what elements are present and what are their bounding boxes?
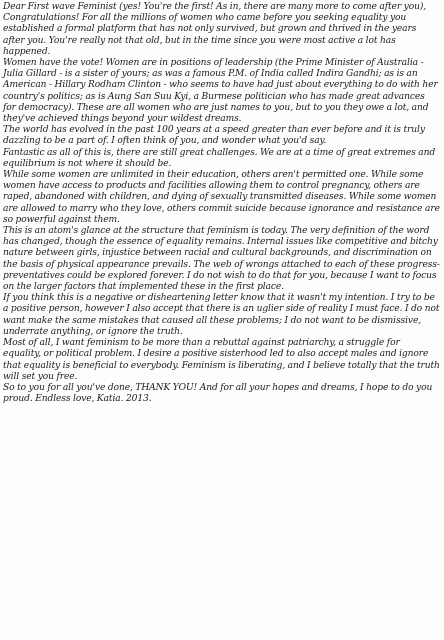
- letter-paragraph: Women have the vote! Women are in positions of leadership (the Prime Minister of Australia - Julia Gillard - is a sister of yours; as was a famous P.M. of India called Indira Gandhi; as is an American - Hillary Rodham Clinton - who seems to have had just about everything to do with her country's politics; as is Aung San Suu Kyi, a Burmese politician who has made great advances for democracy). These are all women who are just names to you, but to you they owe a lot, and they've achieved things beyond your wildest dreams.: [3, 58, 438, 125]
- letter-paragraph: If you think this is a negative or disheartening letter know that it wasn't my intention. I try to be a positive person, however I also accept that there is an uglier side of reality I must face. I do not want make the same mistakes that caused all these problems; I do not want to be dismissive, underrate anything, or ignore the truth.: [3, 293, 440, 337]
- letter-salutation: Dear First wave Feminist (yes! You're the first! As in, there are many more to come after you),: [3, 2, 427, 12]
- handwritten-letter: [3, 2, 440, 405]
- letter-paragraph: Most of all, I want feminism to be more than a rebuttal against patriarchy, a struggle for equality, or political problem. I desire a positive sisterhood led to also accept males and ignore that equality is beneficial to everybody. Feminism is liberating, and I believe totally that the truth will set you free.: [3, 338, 440, 382]
- letter-closing: So to you for all you've done, THANK YOU! And for all your hopes and dreams, I hope to do you proud. Endless love, Katia. 2013.: [3, 382, 433, 405]
- letter-paragraph: The world has evolved in the past 100 years at a speed greater than ever before and it is truly dazzling to be a part of. I often think of you, and wonder what you'd say.: [3, 125, 425, 147]
- letter-paragraph: Fantastic as all of this is, there are still great challenges. We are at a time of great extremes and equilibrium is not where it should be.: [3, 147, 436, 169]
- letter-paragraph: Congratulations! For all the millions of women who came before you seeking equality you established a formal platform that has not only survived, but grown and thrived in the years after you. You're really not that old, but in the time since you were most active a lot has happened.: [3, 13, 417, 57]
- letter-paragraph: This is an atom's glance at the structure that feminism is today. The very definition of the word has changed, though the essence of equality remains. Internal issues like competitive and bitchy nature between girls, injustice between racial and cultural backgrounds, and discrimination on the basis of physical appearance prevails. The web of wrongs attached to each of these progress-preventatives could be explored forever. I do not wish to do that for you, because I want to focus on the larger factors that implemented these in the first place.: [3, 226, 440, 293]
- letter-paragraph: While some women are unlimited in their education, others aren't permitted one. While some women have access to products and facilities allowing them to control pregnancy, others are raped, abandoned with children, and dying of sexually transmitted diseases. While some women are allowed to marry who they love, others commit suicide because ignorance and resistance are so powerful against them.: [3, 170, 440, 225]
